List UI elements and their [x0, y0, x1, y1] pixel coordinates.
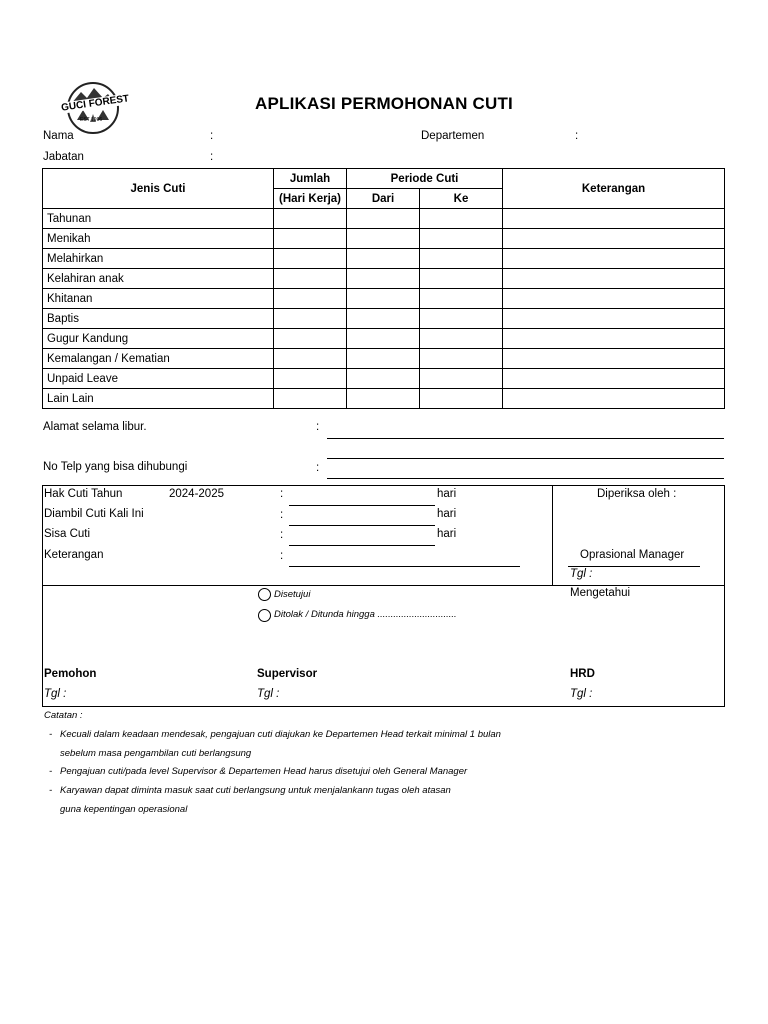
ke-cell[interactable] [420, 249, 503, 269]
table-row [43, 229, 725, 249]
hak-cuti-tahun: 2024-2025 [169, 488, 224, 500]
page-title: APLIKASI PERMOHONAN CUTI [255, 94, 513, 113]
jabatan-label: Jabatan [43, 151, 84, 163]
row-label: Kemalangan / Kematian [43, 349, 274, 369]
alamat-line-2[interactable] [327, 458, 724, 459]
telp-label: No Telp yang bisa dihubungi [43, 461, 188, 473]
keterangan-colon: : [280, 550, 284, 562]
ke-cell[interactable] [420, 269, 503, 289]
mengetahui-label: Mengetahui [570, 587, 631, 599]
row-label: Lain Lain [43, 389, 274, 409]
ke-cell[interactable] [420, 309, 503, 329]
ke-cell[interactable] [420, 369, 503, 389]
dari-cell[interactable] [347, 249, 420, 269]
dari-cell[interactable] [347, 369, 420, 389]
dari-cell[interactable] [347, 349, 420, 369]
departemen-colon: : [575, 130, 579, 142]
ditolak-label: Ditolak / Ditunda hingga .............................. [274, 609, 457, 620]
hrd-label: HRD [570, 668, 595, 680]
leave-table [42, 168, 725, 409]
header-jumlah: Jumlah [274, 169, 347, 189]
jumlah-cell[interactable] [274, 389, 347, 409]
approval-hline [42, 585, 724, 586]
jumlah-cell[interactable] [274, 229, 347, 249]
note-3a: Karyawan dapat diminta masuk saat cuti berlangsung untuk menjalankann tugas oleh atasan [60, 785, 451, 796]
disetujui-radio[interactable] [258, 588, 271, 601]
table-row [43, 389, 725, 409]
ke-cell[interactable] [420, 289, 503, 309]
note-1b: sebelum masa pengambilan cuti berlangsung [60, 748, 252, 759]
jumlah-cell[interactable] [274, 309, 347, 329]
jumlah-cell[interactable] [274, 369, 347, 389]
keterangan-cell[interactable] [503, 389, 725, 409]
sisa-hari: hari [437, 528, 457, 540]
nama-label: Nama [43, 130, 74, 142]
ke-cell[interactable] [420, 229, 503, 249]
row-label: Baptis [43, 309, 274, 329]
jabatan-colon: : [210, 151, 214, 163]
keterangan-line[interactable] [289, 566, 520, 567]
keterangan-cell[interactable] [503, 249, 725, 269]
hrd-tgl: Tgl : [570, 688, 593, 700]
hak-cuti-colon: : [280, 488, 284, 500]
keterangan-cell[interactable] [503, 349, 725, 369]
table-row [43, 209, 725, 229]
table-row [43, 309, 725, 329]
hak-cuti-hari: hari [437, 488, 457, 500]
diambil-colon: : [280, 509, 284, 521]
dari-cell[interactable] [347, 269, 420, 289]
pemohon-label: Pemohon [44, 668, 97, 680]
sisa-colon: : [280, 529, 284, 541]
row-label: Kelahiran anak [43, 269, 274, 289]
diambil-hari: hari [437, 508, 457, 520]
sisa-label: Sisa Cuti [44, 528, 91, 540]
keterangan-cell[interactable] [503, 209, 725, 229]
dari-cell[interactable] [347, 309, 420, 329]
telp-colon: : [316, 462, 320, 474]
table-row [43, 269, 725, 289]
logo-subtext: EST 1996 [80, 117, 103, 123]
dari-cell[interactable] [347, 229, 420, 249]
keterangan-cell[interactable] [503, 329, 725, 349]
supervisor-tgl: Tgl : [257, 688, 280, 700]
header-jenis-cuti: Jenis Cuti [43, 169, 274, 209]
ke-cell[interactable] [420, 349, 503, 369]
note-dash-3: - [49, 785, 53, 796]
alamat-line-1[interactable] [327, 438, 724, 439]
dari-cell[interactable] [347, 329, 420, 349]
header-keterangan: Keterangan [503, 169, 725, 209]
jumlah-cell[interactable] [274, 209, 347, 229]
manager-signature-line[interactable] [568, 566, 700, 567]
ke-cell[interactable] [420, 389, 503, 409]
dari-cell[interactable] [347, 389, 420, 409]
jumlah-cell[interactable] [274, 249, 347, 269]
notes-title: Catatan : [44, 710, 83, 721]
table-row [43, 329, 725, 349]
dari-cell[interactable] [347, 289, 420, 309]
alamat-colon: : [316, 421, 320, 433]
header-hari-kerja: (Hari Kerja) [274, 189, 347, 209]
row-label: Unpaid Leave [43, 369, 274, 389]
row-label: Tahunan [43, 209, 274, 229]
jumlah-cell[interactable] [274, 329, 347, 349]
note-3b: guna kepentingan operasional [60, 804, 188, 815]
hak-cuti-label: Hak Cuti Tahun [44, 488, 123, 500]
departemen-label: Departemen [421, 130, 485, 142]
header-periode-cuti: Periode Cuti [347, 169, 503, 189]
jumlah-cell[interactable] [274, 289, 347, 309]
ditolak-radio[interactable] [258, 609, 271, 622]
supervisor-label: Supervisor [257, 668, 318, 680]
diambil-label: Diambil Cuti Kali Ini [44, 508, 144, 520]
telp-line[interactable] [327, 478, 724, 479]
logo-text: GUCI FOREST [60, 93, 130, 114]
pemohon-tgl: Tgl : [44, 688, 67, 700]
diambil-line[interactable] [289, 525, 435, 526]
sisa-line[interactable] [289, 545, 435, 546]
keterangan-cell[interactable] [503, 369, 725, 389]
diperiksa-label: Diperiksa oleh : [597, 488, 677, 500]
approval-divider [552, 485, 553, 585]
row-label: Gugur Kandung [43, 329, 274, 349]
dari-cell[interactable] [347, 209, 420, 229]
hak-cuti-line[interactable] [289, 505, 435, 506]
jumlah-cell[interactable] [274, 269, 347, 289]
note-dash-1: - [49, 729, 53, 740]
table-row [43, 249, 725, 269]
keterangan-cell[interactable] [503, 289, 725, 309]
jumlah-cell[interactable] [274, 349, 347, 369]
note-2: Pengajuan cuti/pada level Supervisor & Departemen Head harus disetujui oleh General Manager [60, 766, 468, 777]
ke-cell[interactable] [420, 209, 503, 229]
disetujui-label: Disetujui [274, 589, 311, 600]
ke-cell[interactable] [420, 329, 503, 349]
row-label: Menikah [43, 229, 274, 249]
keterangan-cell[interactable] [503, 269, 725, 289]
header-ke: Ke [420, 189, 503, 209]
table-row [43, 369, 725, 389]
table-row [43, 349, 725, 369]
note-1a: Kecuali dalam keadaan mendesak, pengajuan cuti diajukan ke Departemen Head terkait minimal 1 bulan [60, 729, 501, 740]
table-row [43, 289, 725, 309]
keterangan-label: Keterangan [44, 549, 104, 561]
header-dari: Dari [347, 189, 420, 209]
alamat-label: Alamat selama libur. [43, 421, 147, 433]
row-label: Melahirkan [43, 249, 274, 269]
row-label: Khitanan [43, 289, 274, 309]
nama-colon: : [210, 130, 214, 142]
keterangan-cell[interactable] [503, 229, 725, 249]
note-dash-2: - [49, 766, 53, 777]
manager-label: Oprasional Manager [580, 549, 685, 561]
keterangan-cell[interactable] [503, 309, 725, 329]
manager-tgl: Tgl : [570, 568, 593, 580]
